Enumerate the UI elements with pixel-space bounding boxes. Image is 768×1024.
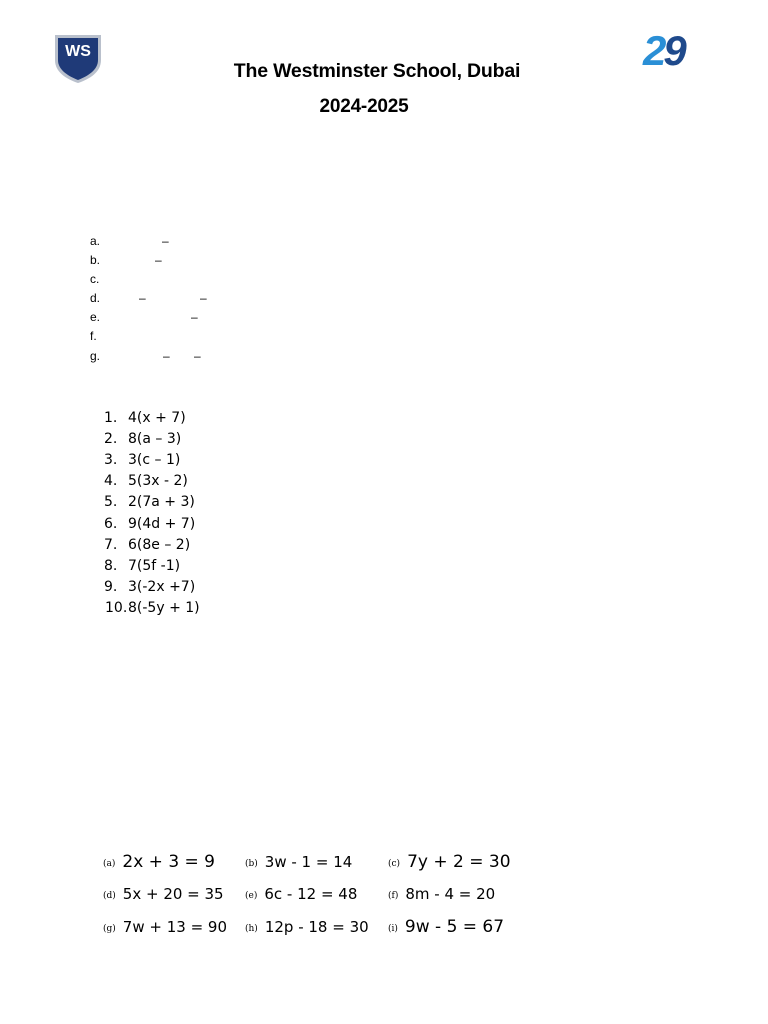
dash-mark: – (191, 310, 198, 324)
item-number: 9. (104, 579, 118, 595)
list-item (104, 471, 264, 492)
equation-tag: (g) (103, 924, 116, 934)
item-label: c. (90, 272, 100, 286)
list-item (104, 577, 264, 598)
item-label: b. (90, 253, 101, 267)
item-number: 10. (105, 600, 128, 616)
item-expression: 7(5f -1) (128, 558, 181, 574)
item-number: 2. (104, 431, 118, 447)
dash-mark: – (162, 234, 169, 248)
equation-tag: (h) (245, 924, 258, 934)
item-expression: 5(3x - 2) (128, 473, 188, 489)
equation (103, 849, 215, 875)
list-item (104, 535, 264, 556)
equation (245, 849, 352, 875)
dash-mark: – (155, 253, 162, 267)
equation-tag: (d) (103, 891, 116, 901)
equation-tag: (c) (388, 859, 401, 869)
list-item (90, 347, 210, 365)
equation (388, 849, 511, 875)
item-label: g. (90, 349, 101, 363)
list-item (90, 289, 220, 307)
list-item (90, 327, 210, 345)
equation-tag: (b) (245, 859, 258, 869)
anniversary-badge (643, 27, 699, 75)
item-expression: 4(x + 7) (128, 410, 186, 426)
item-number: 7. (104, 537, 118, 553)
item-expression: 6(8e – 2) (128, 537, 191, 553)
list-item (104, 429, 264, 450)
item-expression: 8(-5y + 1) (128, 600, 200, 616)
equation (103, 914, 227, 940)
list-item (104, 556, 264, 577)
item-expression: 9(4d + 7) (128, 516, 196, 532)
dash-mark: – (139, 291, 146, 305)
equation-expression: 8m - 4 = 20 (405, 885, 496, 903)
equation (245, 881, 357, 907)
equation-expression: 12p - 18 = 30 (264, 918, 369, 936)
item-number: 5. (104, 494, 118, 510)
item-number: 4. (104, 473, 118, 489)
equation (388, 914, 504, 940)
dash-mark: – (200, 291, 207, 305)
item-number: 8. (104, 558, 118, 574)
equation-expression: 3w - 1 = 14 (264, 853, 353, 871)
item-label: f. (90, 329, 97, 343)
list-item (90, 232, 210, 250)
list-item (104, 450, 264, 471)
list-item (104, 492, 264, 513)
equation-tag: (e) (245, 891, 258, 901)
dash-mark: – (163, 349, 170, 363)
equation-tag: (f) (388, 891, 399, 901)
equation (103, 881, 224, 907)
item-expression: 3(c – 1) (128, 452, 181, 468)
equation-expression: 6c - 12 = 48 (264, 885, 358, 903)
list-item (104, 408, 264, 429)
equation (245, 914, 369, 940)
equation-expression: 9w - 5 = 67 (404, 917, 505, 937)
list-item (90, 270, 210, 288)
badge-digit-second: 9 (663, 27, 684, 74)
item-expression: 3(-2x +7) (128, 579, 196, 595)
equation-tag: (i) (388, 924, 398, 934)
equation-expression: 7y + 2 = 30 (407, 852, 511, 872)
item-expression: 8(a – 3) (128, 431, 182, 447)
item-number: 6. (104, 516, 118, 532)
school-year: 2024-2025 (319, 96, 409, 117)
item-expression: 2(7a + 3) (128, 494, 195, 510)
dash-mark: – (194, 349, 201, 363)
equation (388, 881, 495, 907)
list-item (104, 598, 264, 619)
list-item (90, 251, 210, 269)
item-label: a. (90, 234, 101, 248)
school-name: The Westminster School, Dubai (233, 60, 521, 82)
list-item (90, 308, 210, 326)
badge-digit-first: 2 (643, 27, 664, 74)
logo-text: WS (65, 43, 91, 60)
item-number: 1. (104, 410, 118, 426)
equation-expression: 7w + 13 = 90 (122, 918, 227, 936)
list-item (104, 514, 264, 535)
equation-expression: 5x + 20 = 35 (122, 885, 224, 903)
item-label: e. (90, 310, 101, 324)
item-number: 3. (104, 452, 118, 468)
item-label: d. (90, 291, 101, 305)
equation-expression: 2x + 3 = 9 (122, 852, 216, 872)
equation-tag: (a) (103, 859, 116, 869)
